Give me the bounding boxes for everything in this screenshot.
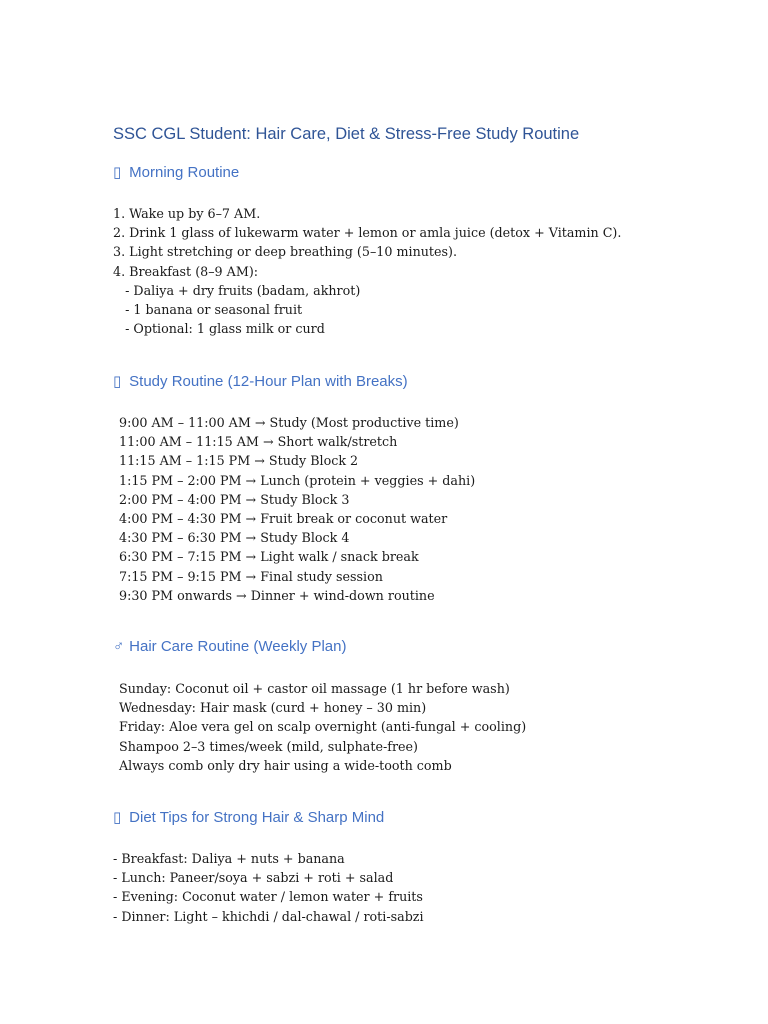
list-item: 11:15 AM – 1:15 PM → Study Block 2 [119,453,359,469]
section-heading-morning-routine [113,163,239,181]
list-item: - Breakfast: Daliya + nuts + banana [113,851,345,866]
list-item: 9:30 PM onwards → Dinner + wind-down routine [119,587,435,603]
missing-glyph-icon: ▯ [113,164,122,181]
list-item: 4:30 PM – 6:30 PM → Study Block 4 [119,530,350,546]
list-item: - 1 banana or seasonal fruit [113,301,303,317]
list-item: 2. Drink 1 glass of lukewarm water + lemon or amla juice (detox + Vitamin C). [113,225,622,241]
missing-glyph-icon: ▯ [113,373,122,390]
list-item: 4. Breakfast (8–9 AM): [113,263,259,279]
section-heading-study-routine [113,372,408,390]
morning-routine-list [113,204,621,338]
list-item: - Lunch: Paneer/soya + sabzi + roti + salad [113,870,394,886]
list-item: 3. Light stretching or deep breathing (5–10 minutes). [113,244,458,260]
section-heading-diet-tips [113,808,384,826]
list-item: Sunday: Coconut oil + castor oil massage (1 hr before wash) [119,681,510,696]
male-sign-icon: ♂ [113,638,125,655]
heading-text: Hair Care Routine (Weekly Plan) [129,638,347,655]
list-item: 9:00 AM – 11:00 AM → Study (Most productive time) [119,415,459,430]
list-item: 2:00 PM – 4:00 PM → Study Block 3 [119,491,350,507]
hair-care-list [119,679,526,775]
document-title: SSC CGL Student: Hair Care, Diet & Stress-Free Study Routine [113,125,580,143]
list-item: 11:00 AM – 11:15 AM → Short walk/stretch [119,434,398,450]
list-item: Wednesday: Hair mask (curd + honey – 30 min) [119,700,427,716]
list-item: 6:30 PM – 7:15 PM → Light walk / snack break [119,549,419,565]
study-routine-list [119,413,475,605]
list-item: Friday: Aloe vera gel on scalp overnight (anti-fungal + cooling) [119,719,527,735]
section-heading-hair-care [113,638,346,655]
heading-text: Morning Routine [129,164,240,181]
list-item: - Evening: Coconut water / lemon water + fruits [113,889,423,905]
heading-text: Diet Tips for Strong Hair & Sharp Mind [129,809,385,826]
list-item: Shampoo 2–3 times/week (mild, sulphate-free) [119,738,418,754]
list-item: 7:15 PM – 9:15 PM → Final study session [119,568,383,584]
list-item: 4:00 PM – 4:30 PM → Fruit break or coconut water [119,510,448,526]
list-item: Always comb only dry hair using a wide-tooth comb [119,757,452,773]
list-item: - Daliya + dry fruits (badam, akhrot) [113,282,361,298]
missing-glyph-icon: ▯ [113,809,122,826]
list-item: - Dinner: Light – khichdi / dal-chawal / roti-sabzi [113,908,424,924]
diet-tips-list [113,849,424,926]
list-item: 1:15 PM – 2:00 PM → Lunch (protein + veggies + dahi) [119,472,476,488]
list-item: - Optional: 1 glass milk or curd [113,321,325,337]
list-item: 1. Wake up by 6–7 AM. [113,206,261,221]
heading-text: Study Routine (12-Hour Plan with Breaks) [129,373,408,390]
